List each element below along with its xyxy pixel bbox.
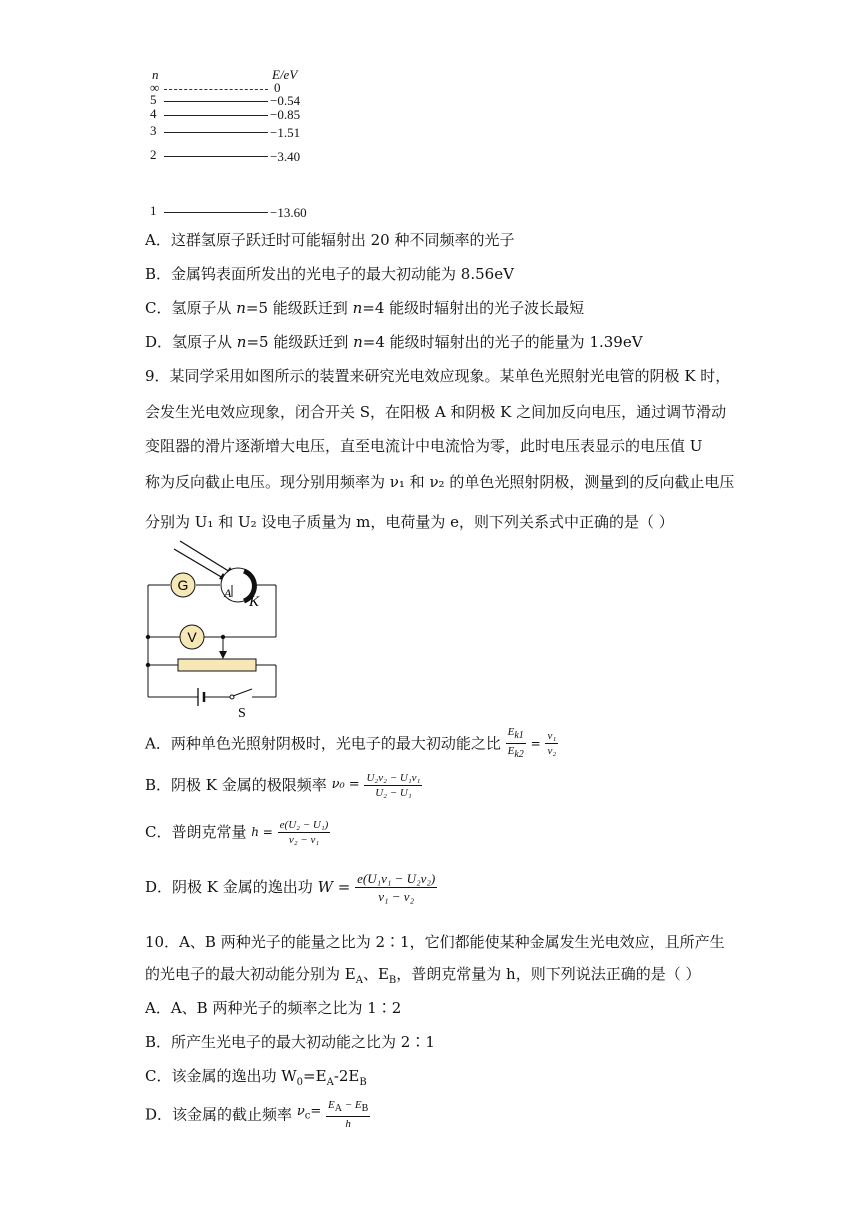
level-e-5: −0.54 xyxy=(270,93,301,108)
level-line-4 xyxy=(164,115,268,116)
q9-d-fraction: $\frac{\text{e(U₁ν₁ − U₂ν₂)}}{\text{ν₁ − ν₂}}$ xyxy=(357,870,436,904)
n-axis-label: n xyxy=(152,67,159,82)
q9-stem-line-5: 分别为 U₁ 和 U₂ 设电子质量为 m，电荷量为 e，则下列关系式中正确的是（ ） xyxy=(145,513,674,531)
q9-stem-line-1: 9．某同学采用如图所示的装置来研究光电效应现象。某单色光照射光电管的阴极 K 时， xyxy=(145,367,731,385)
level-n-inf: ∞ xyxy=(150,80,160,95)
voltmeter-label: V xyxy=(187,629,197,645)
level-line-5 xyxy=(164,101,268,102)
energy-level-diagram xyxy=(140,60,340,220)
q9-stem-line-2: 会发生光电效应现象，闭合开关 S，在阳极 A 和阴极 K 之间加反向电压，通过调节滑动 xyxy=(145,403,727,421)
level-e-inf: 0 xyxy=(274,80,281,95)
q9-stem-line-4: 称为反向截止电压。现分别用频率为 ν₁ 和 ν₂ 的单色光照射阴极，测量到的反向截止电压 xyxy=(145,473,735,491)
level-line-1 xyxy=(164,212,268,213)
q8-option-b: B．金属钨表面所发出的光电子的最大初动能为 8.56eV xyxy=(145,265,514,283)
q8-option-d: D．氢原子从 n=5 能级跃迁到 n=4 能级时辐射出的光子的能量为 1.39eV xyxy=(145,333,643,351)
level-n-4: 4 xyxy=(150,106,157,121)
q10-d-fraction: $\frac{E_A - E_B}{h}$ xyxy=(328,1098,369,1130)
level-line-3 xyxy=(164,132,268,133)
q10-stem-line-2: 的光电子的最大初动能分别为 $E_A$、$E_B$，普朗克常量为 h，则下列说法正确的是（ ） xyxy=(145,965,701,986)
q10-option-b: B．所产生光电子的最大初动能之比为 2∶1 xyxy=(145,1033,435,1051)
cathode-label: K xyxy=(249,594,260,610)
q9-stem-line-3: 变阻器的滑片逐渐增大电压，直至电流计中电流恰为零，此时电压表显示的电压值 U xyxy=(145,437,703,455)
q9-option-d: D．阴极 K 金属的逸出功 W = $\frac{\text{e(U₁ν₁ − U₂ν₂)}}{\text{ν₁ − ν₂}}$ xyxy=(145,870,436,904)
q10-stem-line-1: 10．A、B 两种光子的能量之比为 2∶1，它们都能使某种金属发生光电效应，且所产生 xyxy=(145,933,725,951)
level-n-3: 3 xyxy=(150,123,157,138)
q9-option-c: C．普朗克常量 h = $\frac{\text{e(U₂ − U₁)}}{\text{ν₂ − ν₁}}$ xyxy=(145,818,329,846)
level-e-1: −13.60 xyxy=(270,205,307,220)
level-line-inf xyxy=(164,89,268,90)
q9-b-fraction: $\frac{\text{U₂ν₂ − U₁ν₁}}{\text{U₂ − U₁}}$ xyxy=(366,771,421,799)
e-axis-label: E/eV xyxy=(272,67,298,82)
q8-option-c: C．氢原子从 n=5 能级跃迁到 n=4 能级时辐射出的光子波长最短 xyxy=(145,299,585,317)
q10-option-c: C．该金属的逸出功 $W_0=E_A-2E_B$ xyxy=(145,1067,367,1088)
switch-label: S xyxy=(238,706,246,720)
level-line-2 xyxy=(164,156,268,157)
q8-option-a: A．这群氢原子跃迁时可能辐射出 20 种不同频率的光子 xyxy=(145,231,515,249)
level-n-1: 1 xyxy=(150,203,157,218)
q9-option-a: A．两种单色光照射阴极时，光电子的最大初动能之比 $\frac{E_{k1}}{E_{k2}}$ = $\frac{\text{ν₁}}{\text{ν₂}}$ xyxy=(145,726,557,761)
q10-option-a: A．A、B 两种光子的频率之比为 1∶2 xyxy=(145,999,402,1017)
anode-label: A xyxy=(224,586,232,600)
photoelectric-circuit-diagram xyxy=(140,535,290,720)
q9-a-fraction-nu: $\frac{\text{ν₁}}{\text{ν₂}}$ xyxy=(547,730,557,758)
galvanometer-label: G xyxy=(177,577,189,593)
q9-a-fraction-ek: $\frac{E_{k1}}{E_{k2}}$ xyxy=(507,726,524,761)
level-e-3: −1.51 xyxy=(270,125,301,140)
level-e-2: −3.40 xyxy=(270,149,301,164)
level-e-4: −0.85 xyxy=(270,107,301,122)
q9-c-fraction: $\frac{\text{e(U₂ − U₁)}}{\text{ν₂ − ν₁}}$ xyxy=(279,818,329,846)
q10-option-d: D．该金属的截止频率 $\nu_c=$ $\frac{E_A - E_B}{h}$ xyxy=(145,1098,369,1130)
level-n-2: 2 xyxy=(150,147,157,162)
q9-option-b: B．阴极 K 金属的极限频率 ν₀ = $\frac{\text{U₂ν₂ − U₁ν₁}}{\text{U₂ − U₁}}$ xyxy=(145,771,421,799)
level-n-5: 5 xyxy=(150,92,157,107)
